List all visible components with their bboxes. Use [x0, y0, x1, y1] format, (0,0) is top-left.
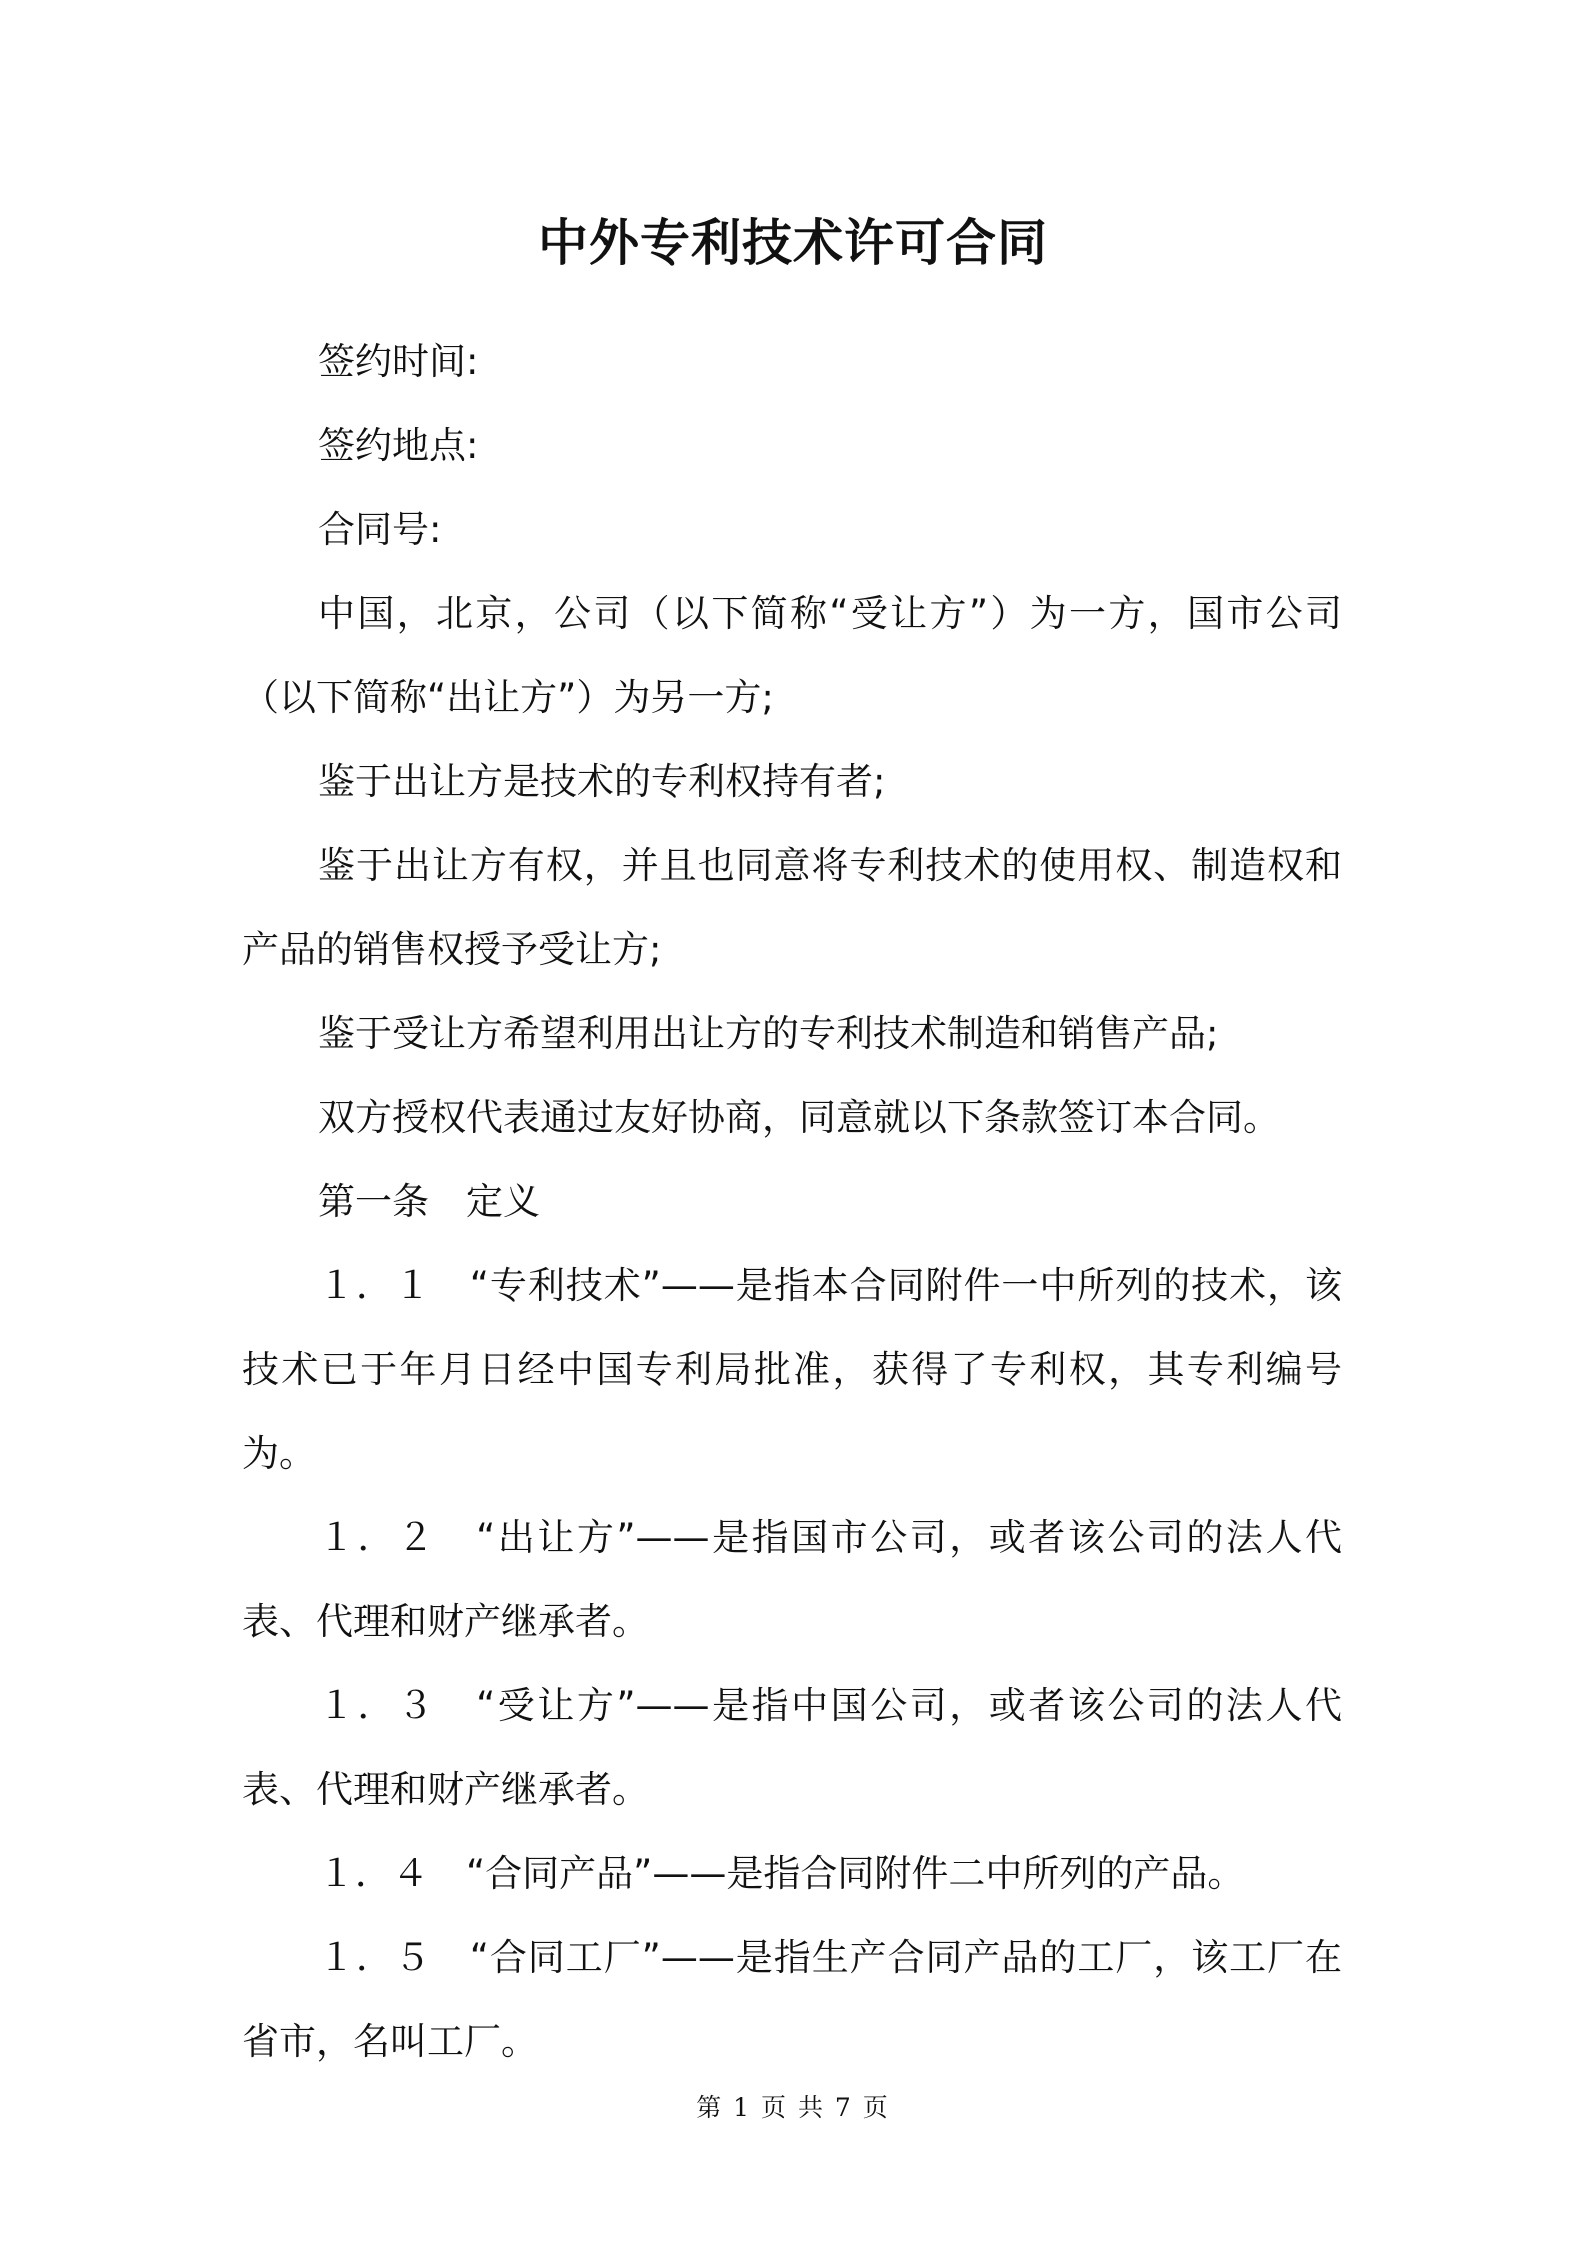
definition-clause: １．４ “合同产品”——是指合同附件二中所列的产品。	[318, 1852, 1245, 1895]
signing-place-line: 签约地点:	[318, 424, 479, 467]
signing-time-line: 签约时间:	[318, 340, 479, 383]
document-body	[242, 320, 1342, 2084]
definition-clause: １．５ “合同工厂”——是指生产合同产品的工厂，该工厂在省市，名叫工厂。	[242, 1936, 1342, 2063]
document-title: 中外专利技术许可合同	[538, 214, 1048, 272]
definition-clause: １．１ “专利技术”——是指本合同附件一中所列的技术，该技术已于年月日经中国专利局批准，获得了专利权，其专利编号为。	[242, 1264, 1342, 1475]
article-heading: 第一条 定义	[318, 1180, 540, 1223]
recital-paragraph: 鉴于出让方是技术的专利权持有者;	[318, 760, 886, 803]
recital-paragraph: 鉴于出让方有权，并且也同意将专利技术的使用权、制造权和产品的销售权授予受让方;	[242, 844, 1342, 971]
recital-paragraph: 鉴于受让方希望利用出让方的专利技术制造和销售产品;	[318, 1012, 1219, 1055]
definition-clause: １．２ “出让方”——是指国市公司，或者该公司的法人代表、代理和财产继承者。	[242, 1516, 1342, 1643]
agreement-paragraph: 双方授权代表通过友好协商，同意就以下条款签订本合同。	[318, 1096, 1280, 1139]
parties-paragraph: 中国，北京，公司（以下简称“受让方”）为一方，国市公司（以下简称“出让方”）为另一方;	[242, 592, 1342, 719]
page-number-footer: 第 1 页 共 7 页	[696, 2093, 890, 2122]
contract-number-line: 合同号:	[318, 508, 442, 551]
definition-clause: １．３ “受让方”——是指中国公司，或者该公司的法人代表、代理和财产继承者。	[242, 1684, 1342, 1811]
